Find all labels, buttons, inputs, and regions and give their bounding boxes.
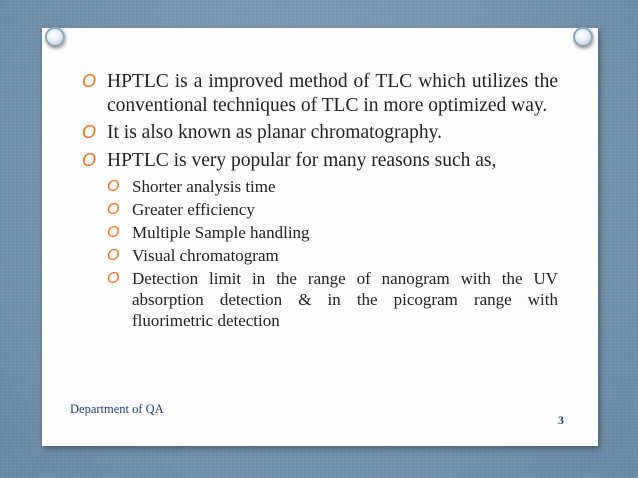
bullet-icon: O bbox=[82, 149, 97, 170]
bullet-text: HPTLC is very popular for many reasons such as, bbox=[107, 149, 497, 171]
bullet-icon: O bbox=[107, 201, 120, 218]
bullet-text: It is also known as planar chromatography. bbox=[107, 122, 443, 143]
bullet-icon: O bbox=[107, 224, 120, 241]
sub-bullet-item bbox=[107, 199, 558, 220]
sub-bullet-item bbox=[107, 176, 558, 197]
sub-bullet-item bbox=[107, 268, 558, 331]
bullet-text: HPTLC is a improved method of TLC which utilizes the conventional techniques of TLC in more optimized way. bbox=[107, 71, 558, 116]
bullet-icon: O bbox=[82, 122, 97, 142]
footer-department: Department of QA bbox=[70, 402, 164, 416]
bullet-item bbox=[82, 149, 558, 173]
slide-content bbox=[82, 70, 558, 333]
bullet-item bbox=[82, 70, 558, 117]
bullet-icon: O bbox=[107, 270, 120, 287]
sub-bullet-text: Visual chromatogram bbox=[132, 246, 279, 265]
page-number: 3 bbox=[558, 413, 564, 427]
bullet-icon: O bbox=[107, 178, 120, 195]
bullet-item bbox=[82, 121, 558, 145]
pin-icon-top-right bbox=[573, 27, 593, 47]
bullet-icon: O bbox=[107, 247, 120, 264]
sub-bullet-text: Shorter analysis time bbox=[132, 177, 276, 196]
sub-bullet-text: Multiple Sample handling bbox=[132, 223, 310, 242]
sub-bullet-item bbox=[107, 245, 558, 266]
bullet-icon: O bbox=[82, 71, 97, 91]
sub-bullet-text: Detection limit in the range of nanogram with the UV absorption detection & in the picogram range with fluorimetric detection bbox=[132, 269, 558, 330]
sub-bullet-item bbox=[107, 222, 558, 243]
sub-bullet-text: Greater efficiency bbox=[132, 200, 255, 219]
pin-icon-top-left bbox=[45, 27, 65, 47]
